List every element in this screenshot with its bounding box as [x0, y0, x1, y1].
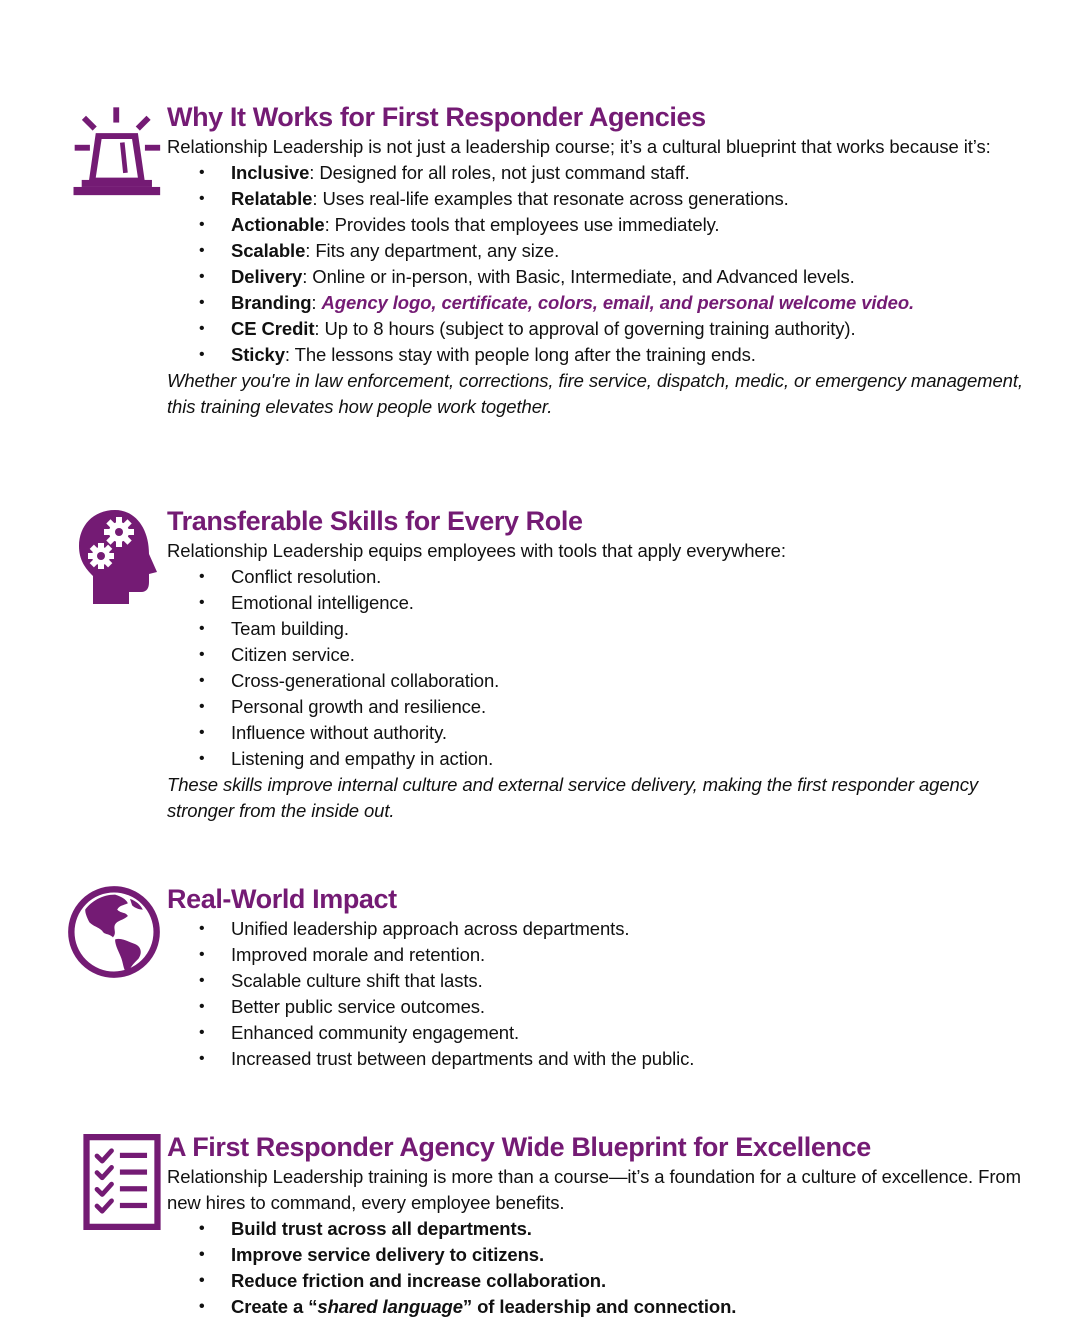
siren-beacon-icon [70, 105, 166, 201]
skills-list [167, 564, 1027, 772]
list-item: • Sticky: The lessons stay with people long after the training ends. [167, 342, 1027, 368]
list-item: • Personal growth and resilience. [167, 694, 1027, 720]
list-item: • CE Credit: Up to 8 hours (subject to approval of governing training authority). [167, 316, 1027, 342]
list-item: • Team building. [167, 616, 1027, 642]
list-item: • Delivery: Online or in-person, with Basic, Intermediate, and Advanced levels. [167, 264, 1027, 290]
list-item: • Listening and empathy in action. [167, 746, 1027, 772]
list-item: • Enhanced community engagement. [167, 1020, 1027, 1046]
section-intro: Relationship Leadership equips employees with tools that apply everywhere: [167, 540, 786, 561]
list-item: • Create a “shared language” of leadership and connection. [167, 1294, 1027, 1320]
list-item: • Better public service outcomes. [167, 994, 1027, 1020]
list-item: • Scalable: Fits any department, any size. [167, 238, 1027, 264]
section-title: A First Responder Agency Wide Blueprint for Excellence [167, 1132, 871, 1162]
list-item: • Branding: Agency logo, certificate, colors, email, and personal welcome video. [167, 290, 1027, 316]
list-item: • Build trust across all departments. [167, 1216, 1027, 1242]
branding-highlight: Agency logo, certificate, colors, email, and personal welcome video. [321, 292, 915, 313]
section-intro: Relationship Leadership training is more than a course—it’s a foundation for a culture of excellence. From new hires to command, every employee benefits. [167, 1166, 1021, 1213]
section-title: Real-World Impact [167, 884, 397, 914]
list-item: • Inclusive: Designed for all roles, not just command staff. [167, 160, 1027, 186]
list-item: • Actionable: Provides tools that employees use immediately. [167, 212, 1027, 238]
list-item: • Improve service delivery to citizens. [167, 1242, 1027, 1268]
list-item: • Citizen service. [167, 642, 1027, 668]
benefits-list [167, 1216, 1027, 1320]
list-item: • Increased trust between departments and with the public. [167, 1046, 1027, 1072]
section-title: Why It Works for First Responder Agencies [167, 102, 706, 132]
list-item: • Influence without authority. [167, 720, 1027, 746]
list-item: • Emotional intelligence. [167, 590, 1027, 616]
checklist-icon [74, 1134, 170, 1230]
globe-americas-icon [66, 884, 162, 980]
list-item: • Cross-generational collaboration. [167, 668, 1027, 694]
list-item: • Reduce friction and increase collaboration. [167, 1268, 1027, 1294]
section-closing: These skills improve internal culture and external service delivery, making the first responder agency stronger from the inside out. [167, 774, 979, 821]
list-item: • Unified leadership approach across departments. [167, 916, 1027, 942]
list-item: • Improved morale and retention. [167, 942, 1027, 968]
list-item: • Relatable: Uses real-life examples that resonate across generations. [167, 186, 1027, 212]
section-closing: Whether you're in law enforcement, corrections, fire service, dispatch, medic, or emergency management, this training elevates how people work together. [167, 370, 1023, 417]
head-gears-icon [70, 508, 166, 604]
list-item: • Scalable culture shift that lasts. [167, 968, 1027, 994]
shared-language-emphasis: shared language [317, 1296, 463, 1317]
impact-list [167, 916, 1027, 1072]
section-intro: Relationship Leadership is not just a leadership course; it’s a cultural blueprint that works because it’s: [167, 136, 991, 157]
list-item: • Conflict resolution. [167, 564, 1027, 590]
feature-list [167, 160, 1027, 368]
section-title: Transferable Skills for Every Role [167, 506, 583, 536]
